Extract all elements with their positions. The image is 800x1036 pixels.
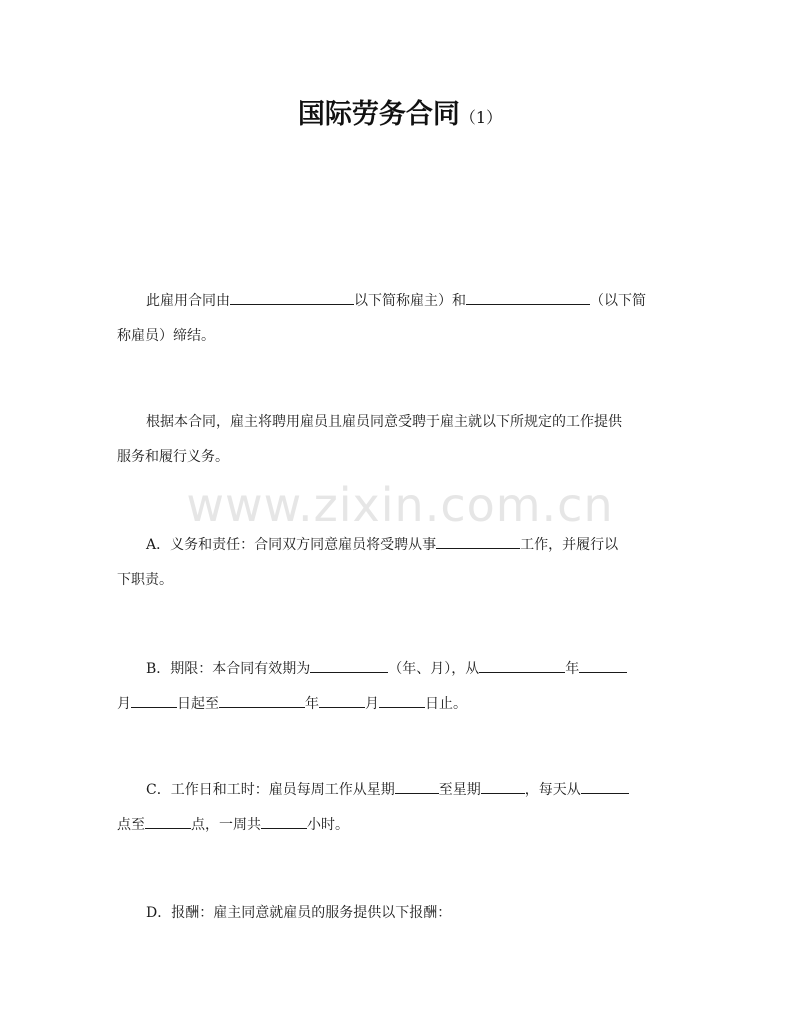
section-a-duties	[117, 528, 684, 598]
document-title	[0, 92, 800, 131]
blank-weekday-to[interactable]	[481, 779, 525, 794]
text-run: 日起至	[177, 696, 219, 712]
blank-end-year[interactable]	[219, 693, 305, 708]
paragraph-line: 下职责。	[117, 572, 173, 588]
text-run: 点，一周共	[191, 817, 261, 833]
section-c-hours	[117, 773, 684, 843]
text-run: C．工作日和工时：雇员每周工作从星期	[146, 782, 395, 798]
paragraph-line	[117, 284, 684, 319]
title-number: （1）	[459, 108, 503, 127]
blank-hour-to[interactable]	[145, 814, 191, 829]
text-run: 日止。	[425, 696, 467, 712]
paragraph-line: D．报酬：雇主同意就雇员的服务提供以下报酬：	[146, 905, 452, 921]
paragraph-agreement	[117, 405, 684, 475]
title-main: 国际劳务合同	[297, 99, 460, 130]
blank-employer[interactable]	[230, 290, 354, 305]
text-run: 年	[565, 661, 580, 677]
section-b-term	[117, 652, 684, 722]
text-run: （以下简	[590, 293, 646, 309]
blank-end-month[interactable]	[319, 693, 365, 708]
paragraph-line	[117, 687, 684, 722]
paragraph-line	[117, 773, 684, 808]
text-run: 至星期	[438, 782, 481, 798]
blank-end-day[interactable]	[379, 693, 425, 708]
section-d-compensation	[117, 896, 684, 931]
text-run: 月	[117, 696, 131, 712]
blank-duration[interactable]	[310, 658, 388, 673]
text-run: 月	[365, 696, 379, 712]
blank-start-year[interactable]	[479, 658, 565, 673]
blank-weekly-hours[interactable]	[261, 814, 307, 829]
text-run: 年	[305, 696, 319, 712]
paragraph-line	[117, 652, 684, 687]
text-run: A．义务和责任：合同双方同意雇员将受聘从事	[146, 537, 437, 553]
paragraph-parties	[117, 284, 684, 354]
blank-job-title[interactable]	[436, 534, 520, 549]
watermark: www.zixin.com.cn	[186, 478, 614, 532]
paragraph-line: 服务和履行义务。	[117, 449, 229, 465]
text-run: 工作，并履行以	[520, 537, 619, 553]
text-run: （年、月），从	[388, 661, 480, 677]
blank-employee[interactable]	[466, 290, 590, 305]
blank-weekday-from[interactable]	[395, 779, 439, 794]
paragraph-line: 称雇员）缔结。	[117, 328, 215, 344]
text-run: 小时。	[307, 817, 349, 833]
text-run: B．期限：本合同有效期为	[146, 661, 311, 677]
text-run: 点至	[117, 817, 145, 833]
text-run: ，每天从	[524, 782, 581, 798]
paragraph-line	[117, 528, 684, 563]
paragraph-line	[117, 808, 684, 843]
text-run: 此雇用合同由	[146, 293, 230, 309]
text-run: 以下简称雇主）和	[354, 293, 466, 309]
blank-start-day[interactable]	[131, 693, 177, 708]
blank-hour-from[interactable]	[581, 779, 629, 794]
blank-start-month[interactable]	[579, 658, 627, 673]
paragraph-line: 根据本合同，雇主将聘用雇员且雇员同意受聘于雇主就以下所规定的工作提供	[146, 414, 622, 430]
